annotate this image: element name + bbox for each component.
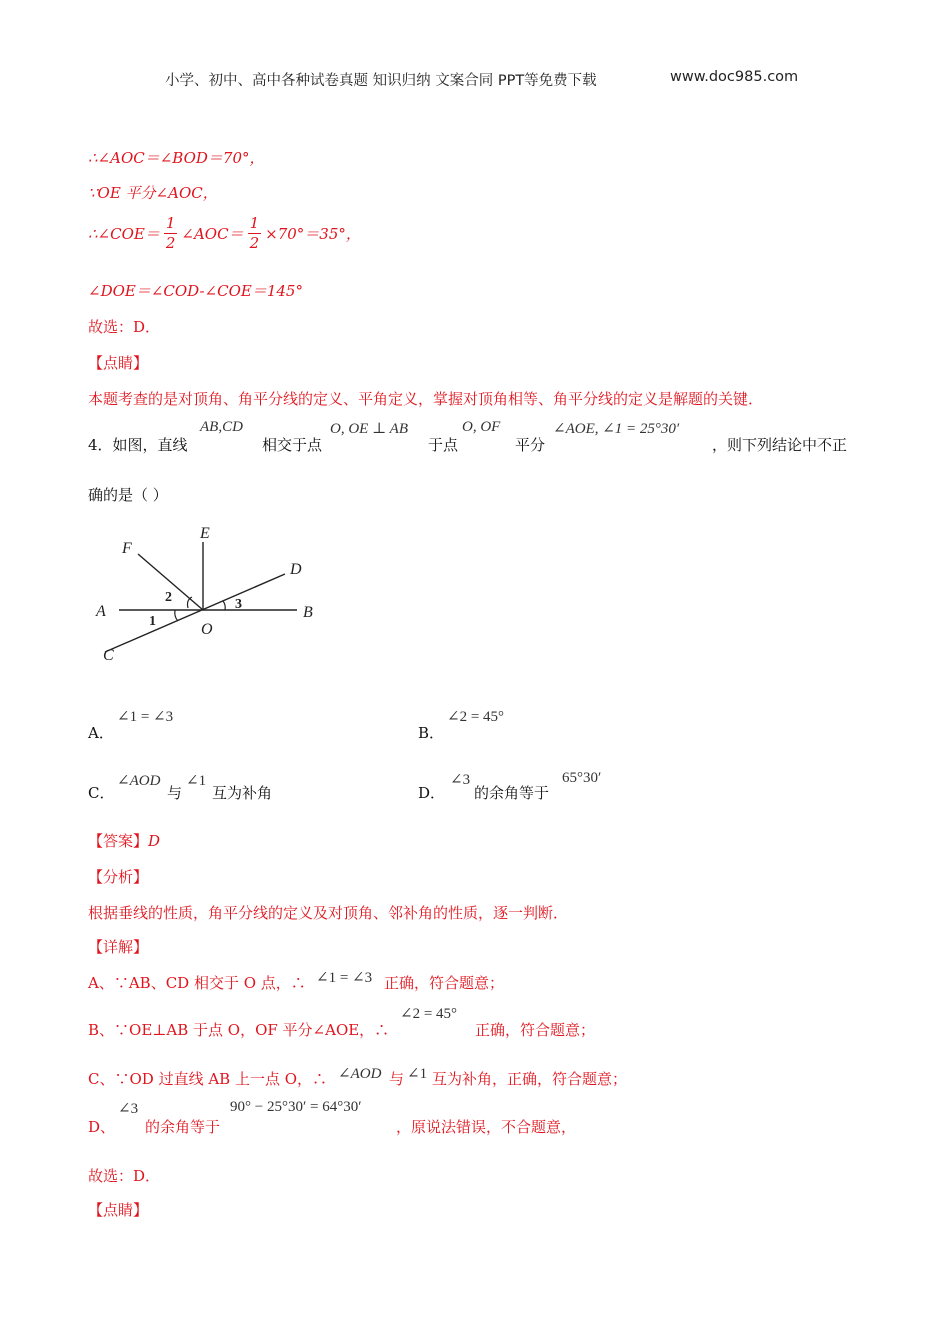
option-b-label: B． [418, 724, 445, 742]
fraction-denominator-2: 2 [249, 234, 260, 252]
answer-value: D [148, 832, 161, 850]
option-b-math: ∠2 = 45° [447, 709, 505, 725]
answer-choice: 故选：D． [88, 1167, 161, 1185]
question-part-3: 于点 [428, 436, 459, 454]
option-c-text-1: 与 [167, 784, 183, 802]
option-a-math: ∠1 = ∠3 [117, 709, 174, 725]
detail-d-math-2: 90° − 25°30′ = 64°30′ [230, 1099, 362, 1115]
solution-line-3-part-b: ∠AOC＝ [181, 225, 244, 243]
label-a: A [96, 603, 106, 620]
line-cd [105, 574, 285, 652]
question-math-4: ∠AOE, ∠1 = 25°30′ [553, 421, 680, 437]
answer-label [88, 830, 160, 851]
detail-d-math-1: ∠3 [118, 1101, 139, 1117]
angle-1-arc [175, 610, 178, 621]
detail-c-math-2: ∠1 [407, 1066, 428, 1082]
angle-2-arc [188, 597, 193, 608]
solution-line-4: ∠DOE＝∠COD-∠COE＝145° [88, 282, 303, 300]
option-c-math-1: ∠AOD [117, 773, 161, 789]
fenxi-text: 根据垂线的性质，角平分线的定义及对顶角、邻补角的性质，逐一判断． [88, 904, 569, 922]
solution-choice: 故选：D． [88, 318, 161, 336]
label-angle-3: 3 [235, 597, 242, 612]
detail-b-text-2: 正确，符合题意； [475, 1021, 596, 1039]
dianjing-text: 本题考查的是对顶角、角平分线的定义、平角定义，掌握对顶角相等、角平分线的定义是解题的关键． [88, 390, 764, 408]
detail-b-math: ∠2 = 45° [400, 1006, 458, 1022]
fraction-numerator: 1 [165, 214, 176, 232]
detail-d-text-3: ，原说法错误，不合题意， [396, 1118, 577, 1136]
question-part-1: 4．如图，直线 [88, 436, 188, 454]
question-line-2: 确的是（ ） [88, 486, 168, 504]
option-c-label: C． [88, 784, 115, 802]
question-part-5: ，则下列结论中不正 [712, 436, 848, 454]
fraction-denominator: 2 [165, 234, 176, 252]
label-e: E [200, 525, 210, 542]
option-c-text-2: 互为补角 [212, 784, 273, 802]
solution-line-2: ∵OE 平分∠AOC， [88, 184, 218, 202]
header-text: 小学、初中、高中各种试卷真题 知识归纳 文案合同 PPT等免费下载 [165, 73, 597, 89]
geometry-diagram [85, 518, 335, 668]
question-part-4: 平分 [515, 436, 546, 454]
solution-line-3-part-a: ∴∠COE＝ [88, 225, 160, 243]
detail-c-text-2: 与 [389, 1070, 405, 1088]
option-d-math-1: ∠3 [450, 772, 471, 788]
detail-a-text-2: 正确，符合题意； [384, 974, 505, 992]
answer-label-text: 【答案】 [88, 832, 149, 850]
question-math-1: AB,CD [200, 419, 243, 435]
detail-c-text-3: 互为补角，正确，符合题意； [432, 1070, 628, 1088]
dianjing-label-2: 【点睛】 [88, 1201, 149, 1219]
fenxi-label: 【分析】 [88, 868, 149, 886]
label-b: B [303, 604, 313, 621]
detail-d-text-2: 的余角等于 [145, 1118, 221, 1136]
option-a-label: A． [88, 724, 114, 742]
angle-3-arc [223, 601, 225, 610]
fraction-numerator-2: 1 [249, 214, 260, 232]
question-math-3: O, OF [462, 419, 501, 435]
solution-line-3 [88, 216, 361, 251]
label-angle-2: 2 [165, 590, 172, 605]
header-url[interactable]: www.doc985.com [670, 69, 799, 85]
detail-a-math: ∠1 = ∠3 [316, 970, 373, 986]
option-d-label: D． [418, 784, 446, 802]
detail-b-text-1: B、∵OE⊥AB 于点 O，OF 平分∠AOE，∴ [88, 1021, 390, 1039]
label-c: C [103, 647, 114, 664]
question-math-2: O, OE ⊥ AB [330, 421, 408, 437]
detail-c-text-1: C、∵OD 过直线 AB 上一点 O，∴ [88, 1070, 328, 1088]
xiangjie-label: 【详解】 [88, 938, 149, 956]
label-angle-1: 1 [149, 614, 156, 629]
label-o: O [201, 621, 213, 638]
option-d-text-1: 的余角等于 [474, 784, 550, 802]
fraction-half [164, 216, 178, 251]
fraction-half-2 [248, 216, 262, 251]
solution-line-1: ∴∠AOC＝∠BOD＝70°， [88, 149, 265, 167]
dianjing-label: 【点睛】 [88, 354, 149, 372]
solution-line-3-part-c: ×70°＝35°， [265, 225, 361, 243]
detail-d-text-1: D、 [88, 1118, 116, 1136]
detail-c-math-1: ∠AOD [338, 1066, 382, 1082]
option-d-math-2: 65°30′ [562, 770, 602, 786]
detail-a-text-1: A、∵AB、CD 相交于 O 点，∴ [88, 974, 306, 992]
question-part-2: 相交于点 [262, 436, 323, 454]
label-f: F [122, 540, 132, 557]
option-c-math-2: ∠1 [186, 773, 207, 789]
label-d: D [290, 561, 302, 578]
